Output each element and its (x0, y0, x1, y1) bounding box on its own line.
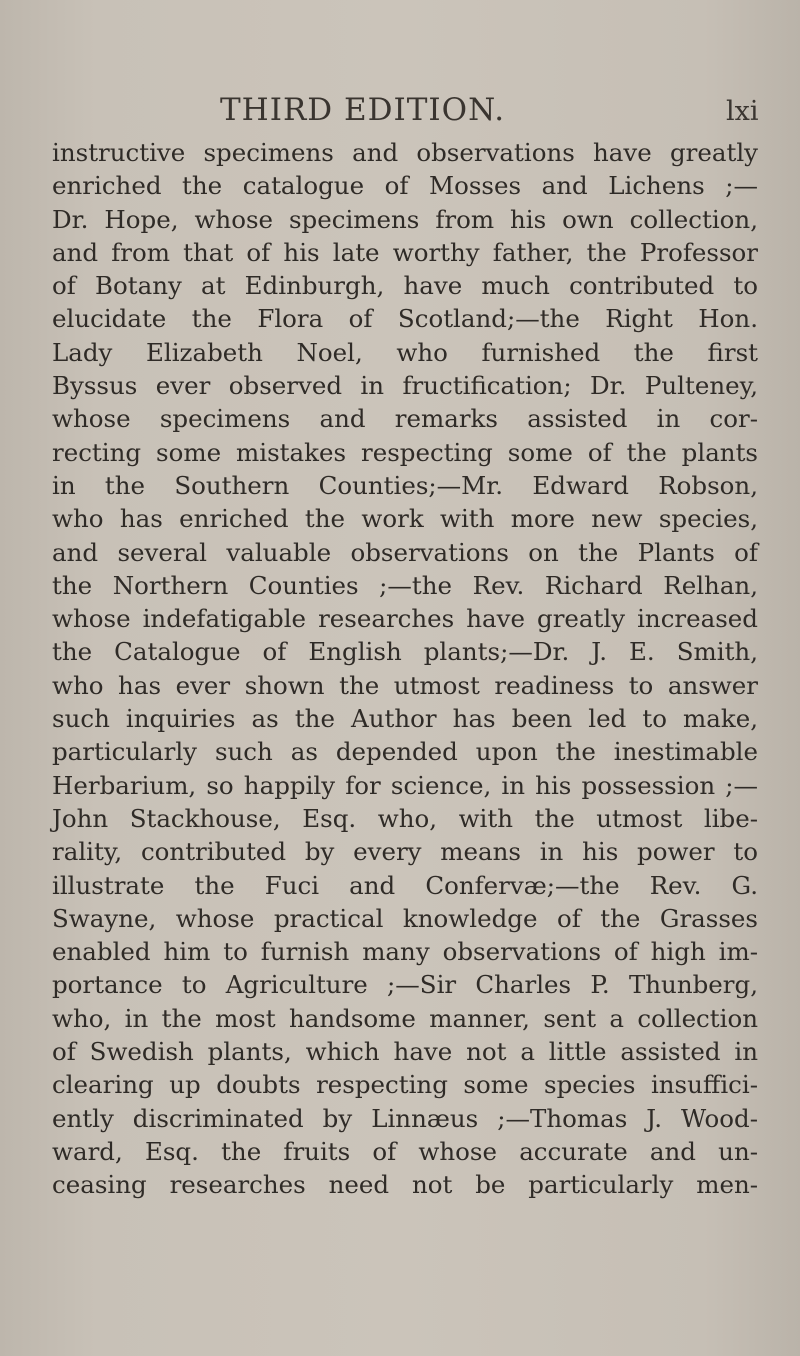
text-line: of Botany at Edinburgh, have much contributed to (52, 271, 758, 301)
text-line: recting some mistakes respecting some of the plants (52, 437, 758, 467)
text-line: of Swedish plants, which have not a little assisted in (52, 1037, 758, 1067)
text-line: whose specimens and remarks assisted in cor- (52, 404, 758, 434)
text-line: rality, contributed by every means in his power to (52, 837, 758, 867)
text-line: Byssus ever observed in fructification; Dr. Pulteney, (52, 371, 758, 401)
text-line: instructive specimens and observations have greatly (52, 138, 758, 167)
text-line: and from that of his late worthy father, the Professor (52, 237, 758, 267)
text-line: clearing up doubts respecting some species insuffici- (52, 1070, 758, 1100)
text-line: John Stackhouse, Esq. who, with the utmost libe- (52, 803, 758, 833)
text-line: whose indefatigable researches have greatly increased (52, 604, 758, 634)
text-line: in the Southern Counties;—Mr. Edward Robson, (52, 470, 758, 500)
text-line: particularly such as depended upon the inestimable (52, 737, 758, 767)
text-line: ceasing researches need not be particularly men- (52, 1170, 758, 1200)
text-line: Lady Elizabeth Noel, who furnished the first (52, 337, 758, 367)
text-line: the Catalogue of English plants;—Dr. J. E. Smith, (52, 637, 758, 667)
text-line: Herbarium, so happily for science, in his possession ;— (52, 770, 758, 800)
text-line: such inquiries as the Author has been led to make, (52, 704, 758, 734)
text-line: Swayne, whose practical knowledge of the Grasses (52, 903, 758, 933)
body-text (52, 136, 758, 1202)
text-line: ward, Esq. the fruits of whose accurate and un- (52, 1136, 758, 1166)
running-head: THIRD EDITION. (220, 92, 506, 128)
text-line: enriched the catalogue of Mosses and Lichens ;— (52, 171, 758, 201)
text-line: and several valuable observations on the Plants of (52, 537, 758, 567)
text-line: Dr. Hope, whose specimens from his own collection, (52, 204, 758, 234)
text-line: elucidate the Flora of Scotland;—the Right Hon. (52, 304, 758, 334)
text-line: who, in the most handsome manner, sent a collection (52, 1003, 758, 1033)
text-line: the Northern Counties ;—the Rev. Richard Relhan, (52, 570, 758, 600)
text-line: enabled him to furnish many observations of high im- (52, 937, 758, 967)
text-line: illustrate the Fuci and Confervæ;—the Rev. G. (52, 870, 758, 900)
page-number: lxi (726, 96, 759, 127)
text-line: portance to Agriculture ;—Sir Charles P. Thunberg, (52, 970, 758, 1000)
text-line: who has ever shown the utmost readiness to answer (52, 670, 758, 700)
text-line: who has enriched the work with more new species, (52, 504, 758, 534)
text-line: ently discriminated by Linnæus ;—Thomas J. Wood- (52, 1103, 758, 1133)
